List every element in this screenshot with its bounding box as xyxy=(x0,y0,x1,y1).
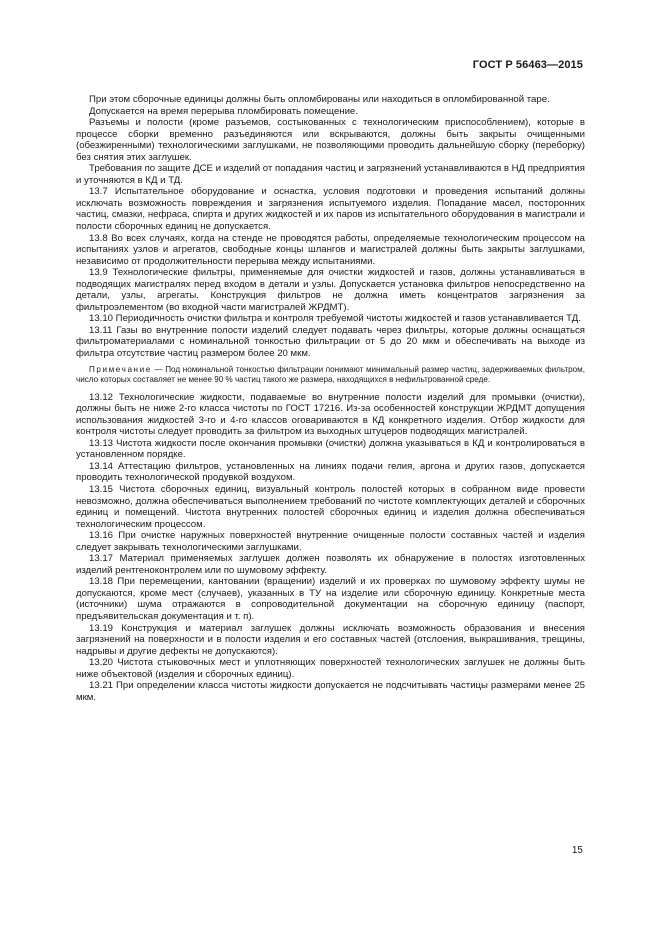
clause-13-10: 13.10 Периодичность очистки фильтра и контроля требуемой чистоты жидкостей и газов устанавливается ТД. xyxy=(89,313,581,325)
note-text: — Под номинальной тонкостью фильтрации понимают минимальный размер частиц, задерживаемых фильтром, число которых составляет не менее 90 % частиц такого же размера, находящихся в нефильтрованной среде. xyxy=(76,364,585,385)
paragraph: При этом сборочные единицы должны быть опломбированы или находиться в опломбированной таре. xyxy=(89,94,550,105)
page-number: 15 xyxy=(571,845,583,856)
clause-13-9: 13.9 Технологические фильтры, применяемые для очистки жидкостей и газов, должны устанавливаться в подводящих магистралях перед входом в детали и узлы. Допускается установка фильтров непосредственно на детали, узлы, агрегаты. Конструкция фильтров не должна иметь концентратов загрязнения за фильтроэлементом (во входной части магистралей ЖРДМТ). xyxy=(76,267,585,313)
clause-13-19: 13.19 Конструкция и материал заглушек должны исключать возможность образования и внесения загрязнений на поверхности и в полости изделия и его составных частей (отслоения, выкрашивания, трещины, надрывы и другие дефекты не допускаются). xyxy=(76,622,585,657)
paragraph: Допускается на время перерыва пломбировать помещение. xyxy=(89,105,358,117)
document-code: ГОСТ Р 56463—2015 xyxy=(472,59,583,71)
clause-13-7: 13.7 Испытательное оборудование и оснастка, условия подготовки и проведения испытаний должны исключать возможность повреждения и загрязнения испытуемого изделия. Попадание масел, посторонних частиц, смазки, нефраса, спирта и других жидкостей и их паров из испытательного оборудования в магистрали и полости сборочных единиц не допускается. xyxy=(76,186,585,233)
clause-13-18: 13.18 При перемещении, кантовании (вращении) изделий и их проверках по шумовому эффекту шумы не допускаются, кроме мест (случаев), указанных в ТУ на изделие или сборочную единицу. Конкретные места (источники) шума отражаются в сопроводительной документации на сборочную единицу (паспорт, предъявительская документация и т. п). xyxy=(76,576,585,622)
document-body xyxy=(76,94,585,703)
note xyxy=(76,365,585,386)
clause-13-16: 13.16 При очистке наружных поверхностей внутренние очищенные полости составных частей и изделия следует закрывать технологическими заглушками. xyxy=(76,530,585,553)
clause-13-21: 13.21 При определении класса чистоты жидкости допускается не подсчитывать частицы размерами менее 25 мкм. xyxy=(76,680,585,703)
paragraph: Разъемы и полости (кроме разъемов, состыкованных с технологическим приспособлением), которые в процессе сборки временно разъединяются или вскрываются, должны быть закрыты очищенными (обезжиренными) технологическими заглушками, не позволяющими проводить дальнейшую сборку (переборку) без снятия этих заглушек. xyxy=(76,117,585,163)
clause-13-15: 13.15 Чистота сборочных единиц, визуальный контроль полостей которых в собранном виде провести невозможно, должна обеспечиваться выполнением требований по чистоте комплектующих деталей и сборочных единиц и помещений. Чистота внутренних полостей сборочных единиц и изделия должна обеспечиваться технологическим процессом. xyxy=(76,483,585,530)
clause-13-12: 13.12 Технологические жидкости, подаваемые во внутренние полости изделий для промывки (очистки), должны быть не ниже 2-го класса чистоты по ГОСТ 17216. Из-за особенностей конструкции ЖРДМТ допущения использования жидкостей 3-го и 4-го классов оговариваются в КД конкретного изделия. Отбор жидкости для контроля чистоты следует проводить за фильтром из выходных штуцеров подводящих магистралей. xyxy=(76,391,585,438)
clause-13-17: 13.17 Материал применяемых заглушек должен позволять их обнаружение в полостях изготовленных изделий рентгеноконтролем или по шумовому эффекту. xyxy=(76,553,585,576)
clause-13-13: 13.13 Чистота жидкости после окончания промывки (очистки) должна указываться в КД и контролироваться в установленном порядке. xyxy=(76,437,585,461)
clause-13-14: 13.14 Аттестацию фильтров, установленных на линиях подачи гелия, аргона и других газов, допускается проводить технологической продувкой воздухом. xyxy=(76,460,585,484)
clause-13-8: 13.8 Во всех случаях, когда на стенде не проводятся работы, определяемые технологическим процессом на испытаниях узлов и агрегатов, свободные концы шлангов и магистралей должны быть закрыты заглушками, независимо от продолжительности перерыва между испытаниями. xyxy=(76,232,585,267)
clause-13-20: 13.20 Чистота стыковочных мест и уплотняющих поверхностей технологических заглушек не должны быть ниже объектовой (изделия и сборочных единиц). xyxy=(76,657,585,680)
note-label: Примечание xyxy=(89,364,152,374)
paragraph: Требования по защите ДСЕ и изделий от попадания частиц и загрязнений устанавливаются в НД предприятия и уточняются в КД и ТД. xyxy=(76,163,585,186)
clause-13-11: 13.11 Газы во внутренние полости изделий следует подавать через фильтры, которые должны оснащаться фильтроматериалами с номинальной тонкостью фильтрации от 5 до 20 мкм и обеспечивать на выходе из фильтра отсутствие частиц размером более 20 мкм. xyxy=(76,324,585,360)
